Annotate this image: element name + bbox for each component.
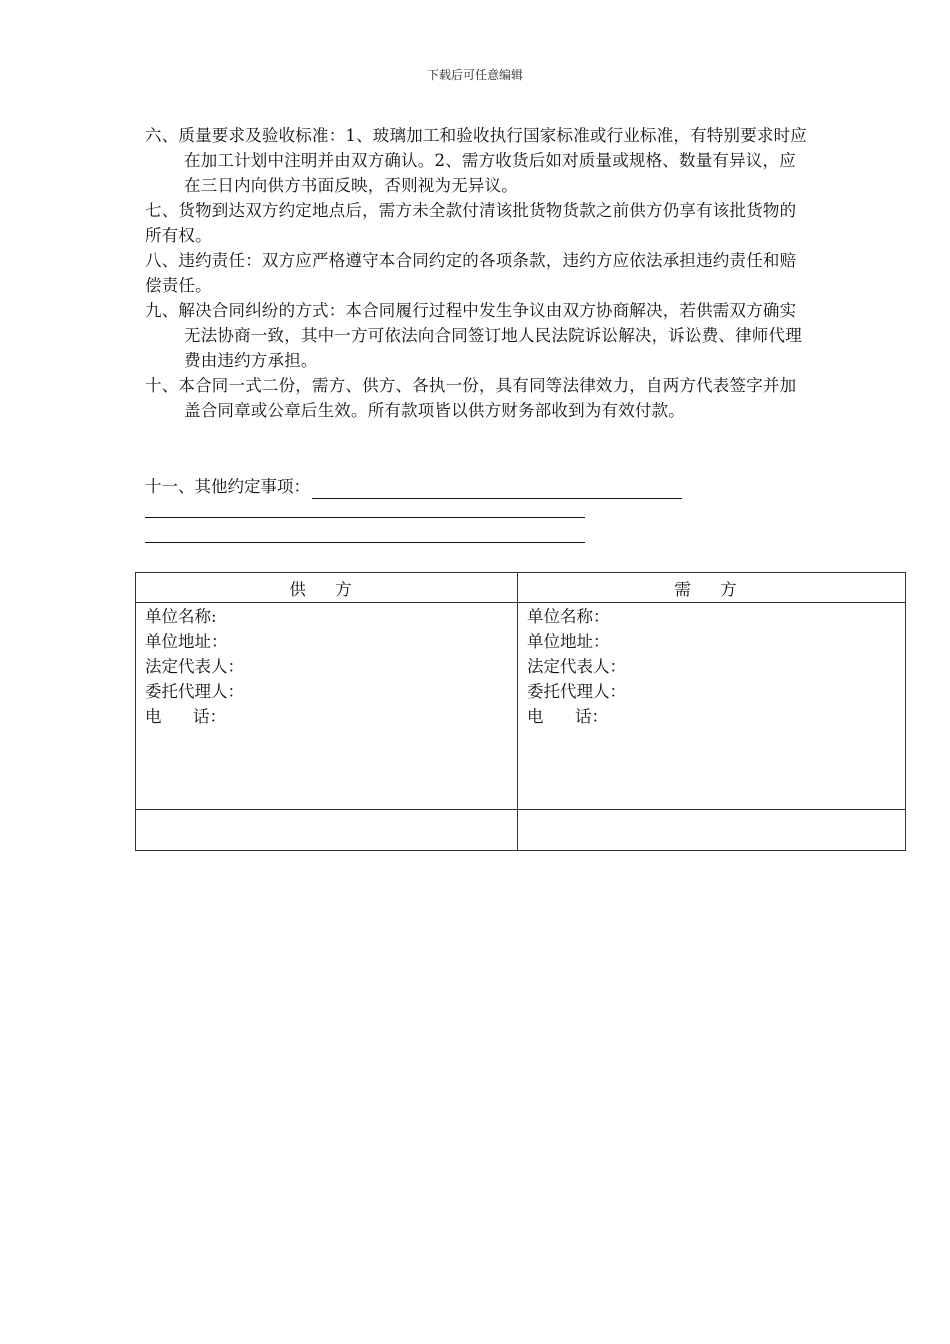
signature-table (135, 572, 906, 851)
clause-8-liability: 八、违约责任：双方应严格遵守本合同约定的各项条款，违约方应依法承担违约责任和赔偿责任。 (145, 251, 797, 295)
buyer-company-name-label: 单位名称： (527, 607, 610, 626)
clause-7-ownership: 七、货物到达双方约定地点后，需方未全款付清该批货物货款之前供方仍享有该批货物的所有权。 (145, 201, 797, 245)
other-terms-blank-line-2[interactable] (145, 517, 585, 518)
supplier-seal-cell[interactable] (136, 810, 518, 851)
supplier-info-cell (136, 603, 518, 810)
buyer-phone-label: 电 话： (527, 707, 608, 726)
buyer-legal-rep-label: 法定代表人： (527, 657, 626, 676)
clause-9-disputes: 九、解决合同纠纷的方式：本合同履行过程中发生争议由双方协商解决，若供需双方确实无法协商一致，其中一方可依法向合同签订地人民法院诉讼解决，诉讼费、律师代理费由违约方承担。 (145, 301, 802, 370)
signature-table-info-row (136, 603, 906, 810)
buyer-seal-cell[interactable] (518, 810, 906, 851)
signature-table-header-row (136, 573, 906, 603)
page-header-note: 下载后可任意编辑 (426, 68, 523, 82)
clause-10-copies: 十、本合同一式二份，需方、供方、各执一份，具有同等法律效力，自两方代表签字并加盖合同章或公章后生效。所有款项皆以供方财务部收到为有效付款。 (145, 376, 797, 420)
signature-table-seal-row (136, 810, 906, 851)
buyer-heading: 需 方 (518, 573, 906, 603)
other-terms-blank-line-1[interactable] (312, 478, 682, 499)
supplier-company-name-label: 单位名称: (145, 607, 217, 626)
clause-6-quality: 六、质量要求及验收标准：1、玻璃加工和验收执行国家标准或行业标准，有特别要求时应在加工计划中注明并由双方确认。2、需方收货后如对质量或规格、数量有异议，应在三日内向供方书面反映，否则视为无异议。 (145, 126, 807, 195)
supplier-heading: 供 方 (136, 573, 518, 603)
supplier-phone-label: 电 话： (145, 707, 226, 726)
buyer-address-label: 单位地址： (527, 632, 610, 651)
supplier-legal-rep-label: 法定代表人： (145, 657, 244, 676)
supplier-agent-label: 委托代理人： (145, 682, 244, 701)
buyer-agent-label: 委托代理人： (527, 682, 626, 701)
other-terms (145, 474, 745, 499)
buyer-info-cell (518, 603, 906, 810)
other-terms-label: 十一、其他约定事项： (145, 477, 310, 496)
other-terms-blank-line-3[interactable] (145, 542, 585, 543)
supplier-address-label: 单位地址： (145, 632, 228, 651)
contract-clauses (145, 123, 810, 423)
